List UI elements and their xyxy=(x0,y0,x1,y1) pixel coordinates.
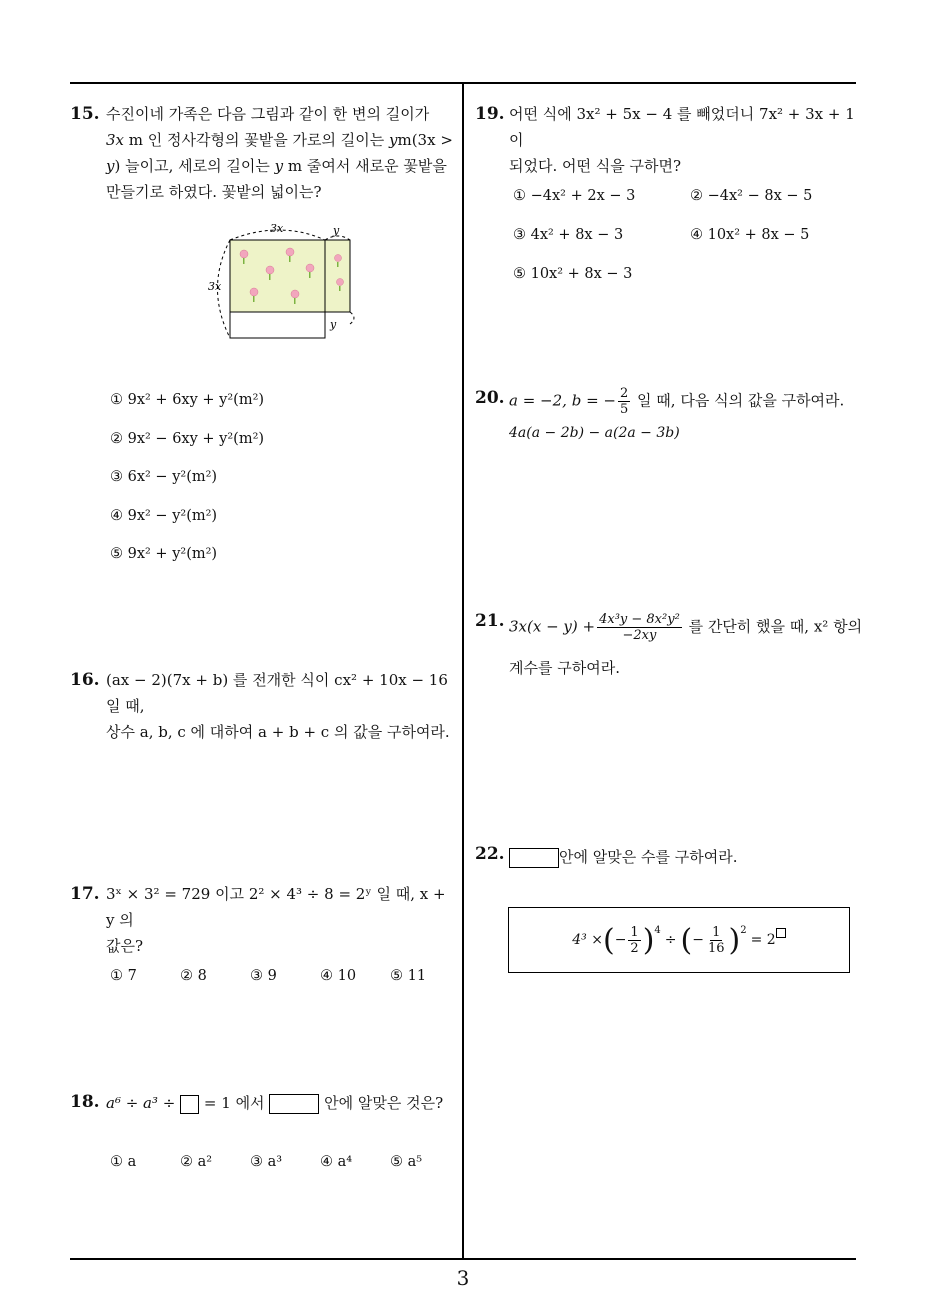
q18-option-2[interactable]: ② a² xyxy=(180,1154,213,1170)
q17-line1: 3ˣ × 3² = 729 이고 2² × 4³ ÷ 8 = 2ʸ 일 때, x + y 의 xyxy=(106,885,446,929)
q19-option-3[interactable]: ③ 4x² + 8x − 3 xyxy=(513,227,624,243)
q15-line3: y) 늘이고, 세로의 길이는 y m 줄여서 새로운 꽃밭을 xyxy=(106,157,447,175)
q15-line4: 만들기로 하였다. 꽃밭의 넓이는? xyxy=(106,183,322,201)
q18-option-3[interactable]: ③ a³ xyxy=(250,1154,283,1170)
q19-option-5[interactable]: ⑤ 10x² + 8x − 3 xyxy=(513,266,633,282)
q18-option-1[interactable]: ① a xyxy=(110,1154,137,1170)
q16-number: 16. xyxy=(70,670,100,690)
q19-stem xyxy=(509,101,859,179)
q19-option-2[interactable]: ② −4x² − 8x − 5 xyxy=(690,188,813,204)
q19-number: 19. xyxy=(475,104,505,124)
q15-garden-figure xyxy=(200,218,370,348)
q18-stem: a⁶ ÷ a³ ÷ = 1 에서 안에 알맞은 것은? xyxy=(106,1094,444,1112)
q22-answer-box xyxy=(509,848,559,868)
q15-option-2[interactable]: ② 9x² − 6xy + y²(m²) xyxy=(110,431,265,447)
q22-stem: 안에 알맞은 수를 구하여라. xyxy=(509,844,737,870)
q20-fraction: $\frac{2}{5}$ xyxy=(619,386,629,417)
q20-expression: 4a(a − 2b) − a(2a − 3b) xyxy=(509,425,680,441)
q15-line2: 3x m 인 정사각형의 꽃밭을 가로의 길이는 ym(3x > xyxy=(106,131,453,149)
q17-line2: 값은? xyxy=(106,937,144,955)
q18-option-5[interactable]: ⑤ a⁵ xyxy=(390,1154,423,1170)
q16-stem xyxy=(106,667,456,745)
q17-number: 17. xyxy=(70,884,100,904)
q20-stem: a = −2, b = − $\frac{2}{5}$ 일 때, 다음 식의 값을 구하여라. xyxy=(509,386,845,417)
q17-option-4[interactable]: ④ 10 xyxy=(320,968,357,984)
svg-text:y: y xyxy=(333,224,340,237)
q22-expression-box: 4³ × ( − $\frac{1}{2}$ ) $^4$ ÷ ( − $\frac{1}{16}$ ) $^2$ = 2 xyxy=(508,907,850,973)
q17-stem xyxy=(106,881,456,959)
bottom-rule xyxy=(70,1258,856,1260)
q19-option-1[interactable]: ① −4x² + 2x − 3 xyxy=(513,188,636,204)
q18-small-answer-box xyxy=(180,1095,199,1114)
q18-option-4[interactable]: ④ a⁴ xyxy=(320,1154,353,1170)
svg-text:3x: 3x xyxy=(270,222,284,235)
q15-line1: 수진이네 가족은 다음 그림과 같이 한 변의 길이가 xyxy=(106,105,430,123)
svg-text:y: y xyxy=(330,318,337,331)
q20-number: 20. xyxy=(475,388,505,408)
page-number: 3 xyxy=(456,1266,470,1290)
q18-answer-box xyxy=(269,1094,319,1114)
q22-fraction-1: $\frac{1}{2}$ xyxy=(630,924,639,956)
q22-fraction-2: $\frac{1}{16}$ xyxy=(707,924,725,956)
q15-stem xyxy=(106,101,456,205)
q22-number: 22. xyxy=(475,844,505,864)
q19-option-4[interactable]: ④ 10x² + 8x − 5 xyxy=(690,227,810,243)
q21-line2: 계수를 구하여라. xyxy=(509,659,620,677)
q15-number: 15. xyxy=(70,104,100,124)
q16-line2: 상수 a, b, c 에 대하여 a + b + c 의 값을 구하여라. xyxy=(106,723,450,741)
q19-line2: 되었다. 어떤 식을 구하면? xyxy=(509,157,682,175)
svg-text:3x: 3x xyxy=(208,280,222,293)
q17-option-5[interactable]: ⑤ 11 xyxy=(390,968,427,984)
q18-number: 18. xyxy=(70,1092,100,1112)
q17-option-3[interactable]: ③ 9 xyxy=(250,968,277,984)
q19-line1: 어떤 식에 3x² + 5x − 4 를 빼었더니 7x² + 3x + 1 이 xyxy=(509,105,855,149)
q16-line1: (ax − 2)(7x + b) 를 전개한 식이 cx² + 10x − 16 일 때, xyxy=(106,671,448,715)
column-divider xyxy=(462,82,464,1260)
q21-stem: 3x(x − y) + $\frac{\text{4x³y − 8x²y²}}{-2xy}$ 를 간단히 했을 때, x² 항의 xyxy=(509,612,863,643)
q15-option-4[interactable]: ④ 9x² − y²(m²) xyxy=(110,508,218,524)
q21-fraction: $\frac{\text{4x³y − 8x²y²}}{-2xy}$ xyxy=(599,612,680,643)
q15-option-5[interactable]: ⑤ 9x² + y²(m²) xyxy=(110,546,218,562)
q17-option-2[interactable]: ② 8 xyxy=(180,968,207,984)
q17-option-1[interactable]: ① 7 xyxy=(110,968,137,984)
q15-option-1[interactable]: ① 9x² + 6xy + y²(m²) xyxy=(110,392,265,408)
q21-number: 21. xyxy=(475,611,505,631)
q22-exponent-box xyxy=(776,928,786,938)
q15-option-3[interactable]: ③ 6x² − y²(m²) xyxy=(110,469,218,485)
